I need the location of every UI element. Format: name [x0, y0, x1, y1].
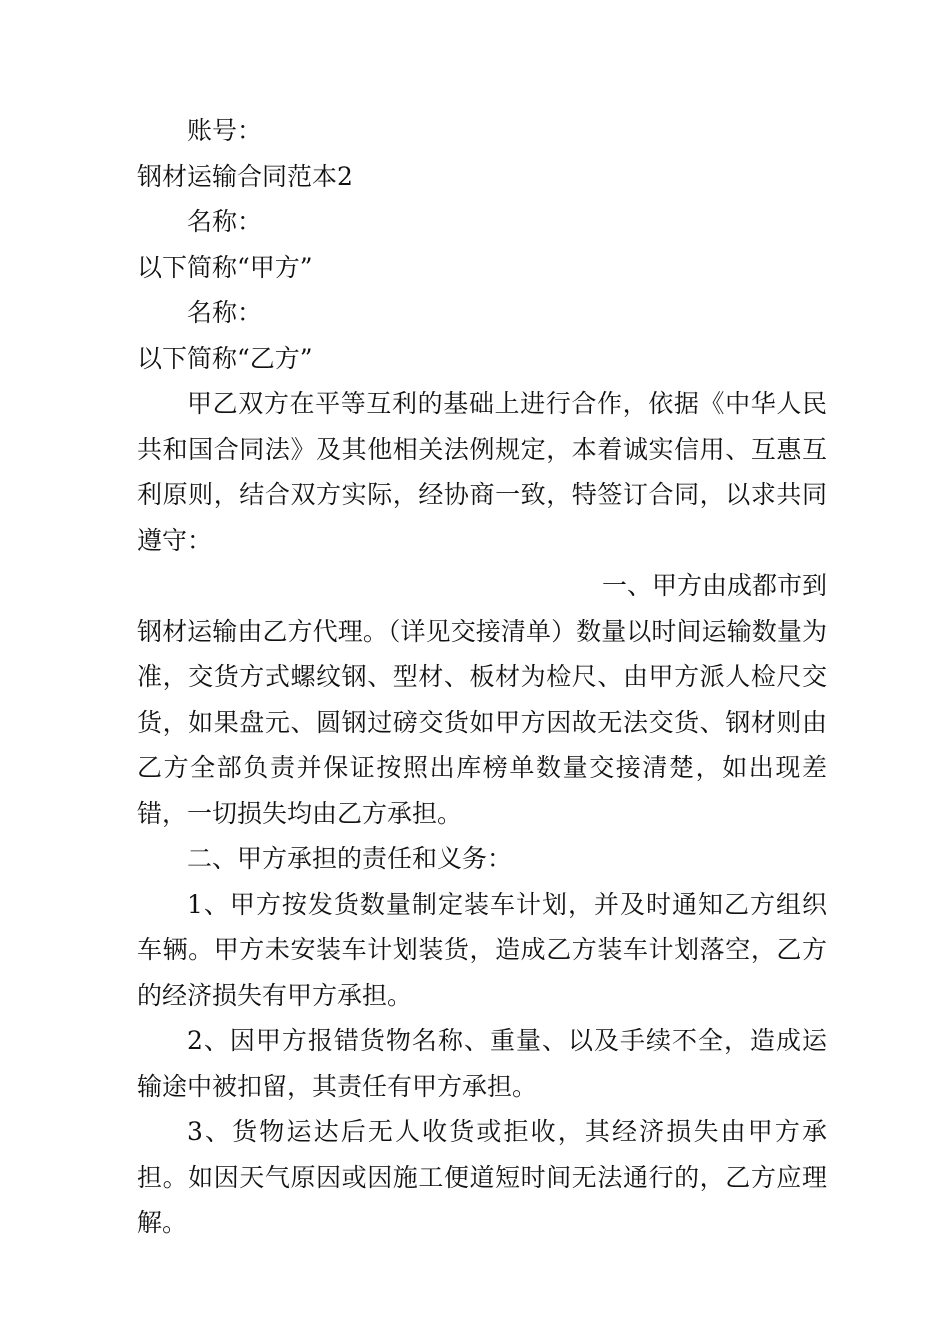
clause-1-heading: 一、甲方由成都市到 [601, 571, 827, 600]
party-b-alias: 以下简称“乙方” [137, 343, 313, 373]
document-title: 钢材运输合同范本2 [137, 161, 353, 191]
party-a-name-label: 名称： [187, 207, 263, 236]
clause-2-item-3: 3、货物运达后无人收货或拒收，其经济损失由甲方承担。如因天气原因或因施工便道短时间无法通行的，乙方应理解。 [137, 1117, 827, 1237]
clause-2-item-1: 1、甲方按发货数量制定装车计划，并及时通知乙方组织车辆。甲方未安装车计划装货，造成乙方装车计划落空，乙方的经济损失有甲方承担。 [137, 889, 827, 1010]
party-b-name-label: 名称： [187, 298, 263, 327]
party-a-alias: 以下简称“甲方” [137, 252, 313, 282]
clause-1-body: 钢材运输由乙方代理。（详见交接清单）数量以时间运输数量为准，交货方式螺纹钢、型材、板材为检尺、由甲方派人检尺交货，如果盘元、圆钢过磅交货如甲方因故无法交货、钢材则由乙方全部负责并保证按照出库榜单数量交接清楚，如出现差错，一切损失均由乙方承担。 [137, 616, 827, 828]
clause-2-item-2: 2、因甲方报错货物名称、重量、以及手续不全，造成运输途中被扣留，其责任有甲方承担。 [137, 1026, 827, 1101]
preamble-paragraph: 甲乙双方在平等互利的基础上进行合作，依据《中华人民共和国合同法》及其他相关法例规定，本着诚实信用、互惠互利原则，结合双方实际，经协商一致，特签订合同，以求共同遵守： [137, 389, 827, 555]
document-body [137, 108, 827, 1246]
clause-2-heading: 二、甲方承担的责任和义务： [187, 844, 513, 873]
account-line: 账号： [187, 116, 263, 145]
